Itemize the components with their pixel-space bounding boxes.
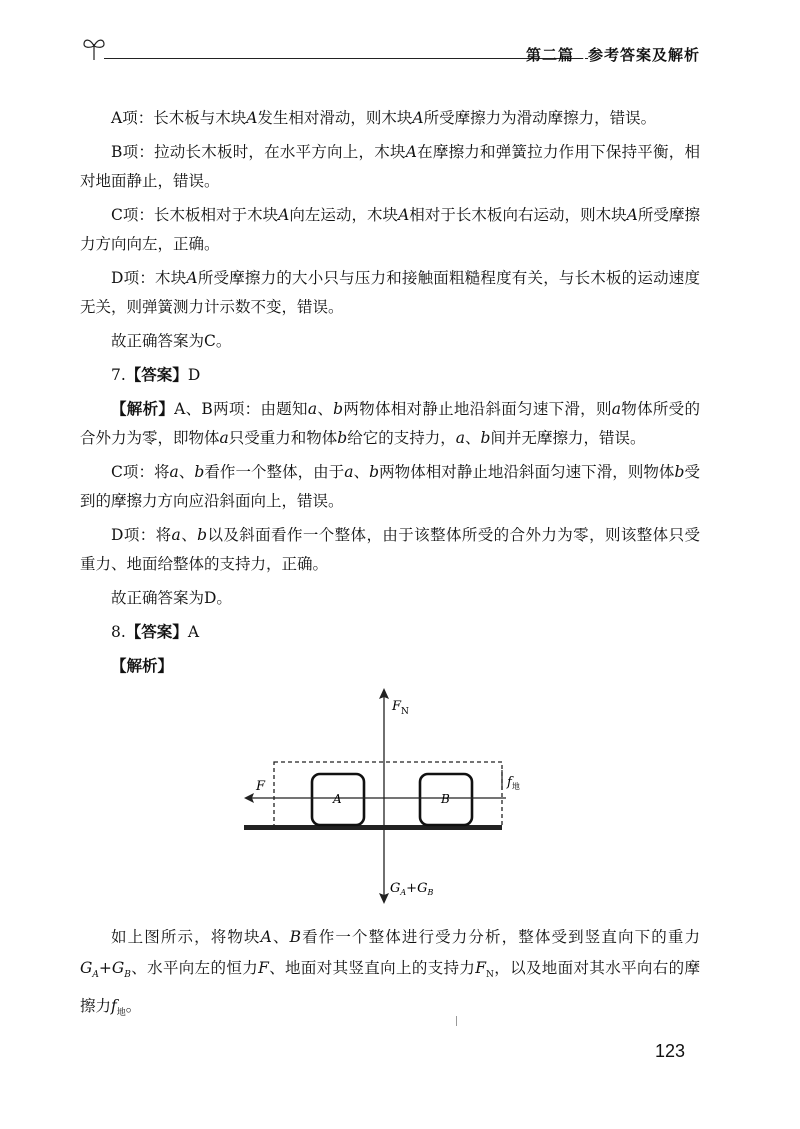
text: A、B两项：由题知	[174, 400, 308, 418]
text: 所受摩擦力为滑动摩擦力，错误。	[423, 109, 657, 127]
q7-analysis-d	[80, 521, 700, 579]
var: a	[219, 429, 229, 447]
text: 如上图所示，将物块	[111, 928, 261, 946]
label-gravity: $G_A+G_B$	[390, 881, 434, 897]
text: 所受摩擦力方向向左，正确。	[80, 206, 700, 253]
var: B	[289, 928, 301, 946]
explanation-paragraph	[80, 922, 700, 1029]
question-number: 8.	[111, 623, 126, 641]
subscript: N	[486, 970, 494, 981]
running-title	[526, 44, 700, 65]
var: a	[171, 526, 181, 544]
var-a: A	[278, 206, 290, 224]
text: 间并无摩擦力，错误。	[490, 429, 646, 447]
text: 向左运动，木块	[289, 206, 399, 224]
subscript: B	[124, 970, 131, 981]
label-block-a: A	[333, 792, 342, 806]
text: A项：长木板与木块	[111, 109, 247, 127]
sprout-icon	[82, 34, 106, 62]
text: C项：将	[111, 463, 170, 481]
label-normal-force: $F_N$	[392, 699, 409, 717]
page-number: 123	[655, 1041, 686, 1061]
part-label: 第二篇	[525, 46, 574, 64]
text: 、	[317, 400, 334, 418]
var: b	[194, 463, 205, 481]
var: f	[111, 997, 117, 1016]
var: F	[258, 959, 269, 977]
text: 看作一个整体，由于	[204, 463, 345, 481]
var: b	[197, 526, 208, 544]
q7-analysis-ab	[80, 395, 700, 453]
var-a: A	[246, 109, 258, 127]
var-a: A	[412, 109, 424, 127]
subscript: A	[92, 970, 99, 981]
var: G	[80, 959, 93, 977]
var: a	[455, 429, 465, 447]
text: 、	[180, 526, 198, 544]
label-block-b: B	[441, 792, 450, 806]
q7-conclusion: 故正确答案为D。	[111, 589, 232, 607]
text: 、	[464, 429, 481, 447]
option-d-paragraph	[80, 264, 700, 322]
text: +	[98, 959, 112, 977]
text: 、	[353, 463, 370, 481]
var: b	[674, 463, 685, 481]
label-friction: $f_地$	[507, 775, 520, 791]
text: 所受摩擦力的大小只与压力和接触面粗糙程度有关，与长木板的运动速度无关，则弹簧测力计示数不变，错误。	[80, 269, 700, 316]
text: 以及斜面看作一个整体，由于该整体所受的合外力为零，则该整体只受重力、地面给整体的支持力，正确。	[80, 526, 700, 573]
q8-analysis-heading	[80, 652, 700, 681]
analysis-tag: 【解析】	[111, 400, 175, 418]
text: 、	[271, 928, 290, 946]
question-number: 7.	[111, 366, 126, 384]
var: A	[260, 928, 272, 946]
text: 发生相对滑动，则木块	[257, 109, 413, 127]
answer-tag: 【答案】	[125, 623, 188, 641]
var: G	[111, 959, 125, 977]
answer-value: A	[187, 623, 200, 641]
var: a	[307, 400, 318, 418]
text: 。	[125, 997, 142, 1016]
q6-conclusion: 故正确答案为C。	[111, 332, 232, 350]
diagram-explanation	[80, 922, 700, 1034]
page-body	[80, 104, 700, 686]
text: 物体所受的合外力为零，即物体	[80, 400, 700, 447]
text: ，以及地面对其水平向右的摩擦力	[80, 959, 700, 1016]
text: 相对于长木板向右运动，则木块	[409, 206, 627, 224]
var-a: A	[626, 206, 638, 224]
page-header	[82, 34, 700, 74]
section-label: 参考答案及解析	[587, 46, 700, 64]
text: D项：木块	[111, 269, 187, 287]
var: b	[337, 429, 348, 447]
var: a	[344, 463, 354, 481]
answer-tag: 【答案】	[125, 366, 188, 384]
q7-analysis-c	[80, 458, 700, 516]
var-a: A	[405, 143, 417, 161]
text: 给它的支持力，	[347, 429, 456, 447]
text: 看作一个整体进行受力分析，整体受到竖直向下的重力	[300, 928, 700, 946]
q8-answer-line	[80, 618, 700, 647]
subscript: 地	[116, 1008, 126, 1019]
option-c-paragraph	[80, 201, 700, 259]
text: D项：将	[111, 526, 172, 544]
option-a-paragraph	[80, 104, 700, 133]
answer-value: D	[187, 366, 201, 384]
var: b	[369, 463, 380, 481]
text: 、	[178, 463, 195, 481]
header-rule	[104, 58, 582, 59]
option-b-paragraph	[80, 138, 700, 196]
var-a: A	[398, 206, 410, 224]
var: a	[169, 463, 179, 481]
var: a	[611, 400, 622, 418]
var: F	[475, 959, 487, 977]
text: 两物体相对静止地沿斜面匀速下滑，则	[343, 400, 612, 418]
text: 、地面对其竖直向上的支持力	[268, 959, 476, 977]
analysis-tag: 【解析】	[111, 657, 174, 675]
var-a: A	[186, 269, 198, 287]
text: 两物体相对静止地沿斜面匀速下滑，则物体	[379, 463, 675, 481]
text: 、水平向左的恒力	[130, 959, 259, 977]
text: B项：拉动长木板时，在水平方向上，木块	[111, 143, 406, 161]
var: b	[480, 429, 491, 447]
text: 只受重力和物体	[228, 429, 338, 447]
q7-answer-line	[80, 361, 700, 390]
var: b	[333, 400, 344, 418]
text: C项：长木板相对于木块	[111, 206, 279, 224]
scan-artifact	[456, 1016, 457, 1026]
text: 在摩擦力和弹簧拉力作用下保持平衡，相对地面静止，错误。	[80, 143, 700, 190]
label-force-f: F	[256, 779, 266, 794]
text: 受到的摩擦力方向应沿斜面向上，错误。	[80, 463, 700, 510]
force-diagram	[236, 686, 520, 906]
